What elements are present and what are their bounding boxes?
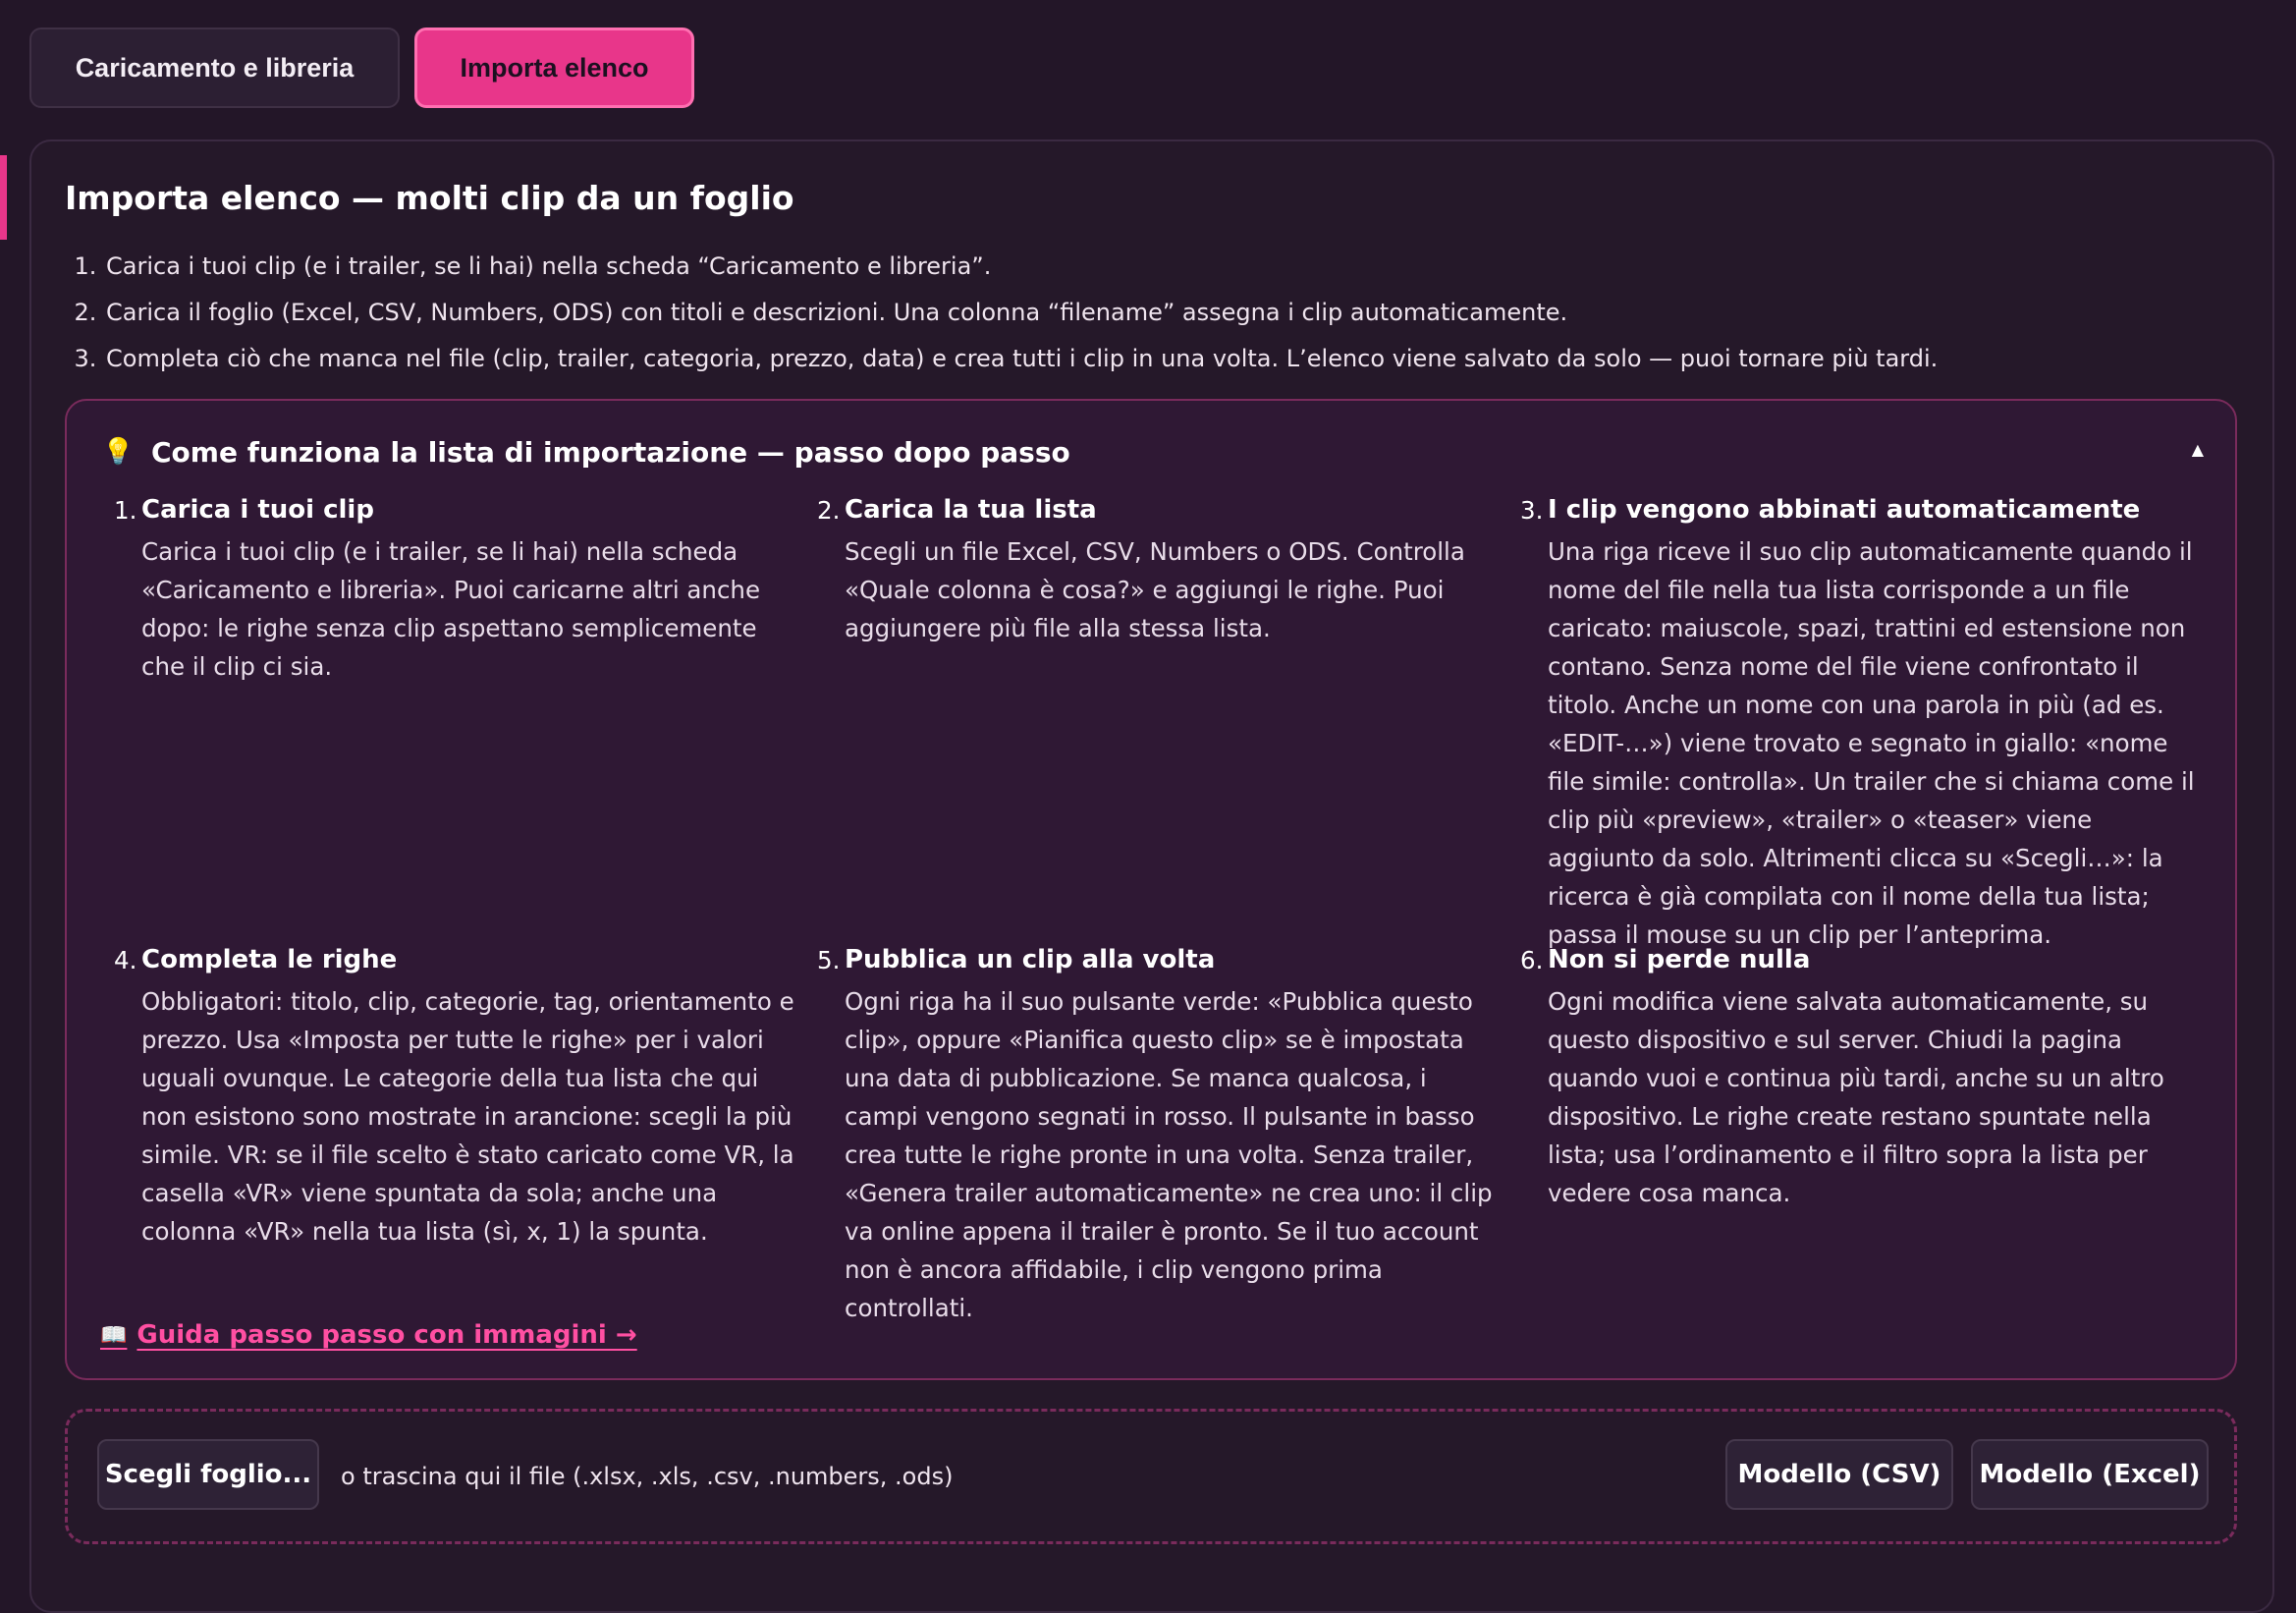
step-text: Carica i tuoi clip (e i trailer, se li hai) nella scheda «Caricamento e libreria». Puoi caricarne altri anche dopo: le righe senza clip aspettano semplicemente che il clip ci sia. (141, 537, 761, 681)
choose-sheet-button[interactable]: Scegli foglio... (97, 1439, 319, 1510)
guide-link-label: Guida passo passo con immagini → (137, 1320, 637, 1350)
step-title: Non si perde nulla (1548, 945, 1811, 974)
step-text: Obbligatori: titolo, clip, categorie, tag, orientamento e prezzo. Usa «Imposta per tutte le righe» per i valori uguali ovunque. Le categorie della tua lista che qui non esistono sono mostrate in arancione: scegli la più simile. VR: se il file scelto è stato caricato come VR, la casella «VR» viene spuntata da sola; anche una colonna «VR» nella tua lista (sì, x, 1) la spunta. (141, 987, 794, 1246)
how-it-works-title: Come funziona la lista di importazione — passo dopo passo (151, 435, 1070, 469)
tab-upload-library[interactable]: Caricamento e libreria (29, 28, 400, 108)
intro-step: 2. Carica il foglio (Excel, CSV, Numbers, ODS) con titoli e descrizioni. Una colonna “filename” assegna i clip automaticamente. (104, 290, 1938, 336)
file-dropzone[interactable] (65, 1409, 2237, 1544)
tab-bar (29, 28, 694, 108)
page-title: Importa elenco — molti clip da un foglio (65, 179, 794, 217)
lightbulb-icon: 💡 (102, 437, 135, 467)
intro-step: 3. Completa ciò che manca nel file (clip, trailer, categoria, prezzo, data) e crea tutti i clip in una volta. L’elenco viene salvato da solo — puoi tornare più tardi. (104, 336, 1938, 382)
intro-step: 1. Carica i tuoi clip (e i trailer, se li hai) nella scheda “Caricamento e libreria”. (104, 244, 1938, 290)
how-it-works-header[interactable] (102, 430, 2204, 473)
active-indicator (0, 155, 7, 240)
template-excel-button[interactable]: Modello (Excel) (1971, 1439, 2209, 1510)
step-title: Carica la tua lista (845, 495, 1097, 525)
step-title: Completa le righe (141, 945, 398, 974)
step-text: Una riga riceve il suo clip automaticamente quando il nome del file nella tua lista corrisponde a un file caricato: maiuscole, spazi, trattini ed estensione non contano. Senza nome del file viene confrontato il titolo. Anche un nome con una parola in più (ad es. «EDIT-…») viene trovato e segnato in giallo: «nome file simile: controlla». Un trailer che si chiama come il clip più «preview», «trailer» o «teaser» viene aggiunto da solo. Altrimenti clicca su «Scegli…»: la ricerca è già compilata con il nome della tua lista; passa il mouse su un clip per l’anteprima. (1548, 537, 2195, 949)
step-card-3 (1520, 491, 2206, 954)
template-csv-button[interactable]: Modello (CSV) (1725, 1439, 1953, 1510)
collapse-caret-icon[interactable]: ▲ (2191, 440, 2204, 459)
step-card-6 (1520, 941, 2206, 1212)
step-card-5 (817, 941, 1503, 1327)
intro-steps (77, 244, 1938, 382)
tab-import-list[interactable]: Importa elenco (414, 28, 694, 108)
step-card-1 (114, 491, 799, 686)
book-icon: 📖 (100, 1322, 128, 1348)
drop-hint: o trascina qui il file (.xlsx, .xls, .csv, .numbers, .ods) (341, 1463, 954, 1490)
step-number: 1. (114, 496, 137, 525)
how-it-works-panel (65, 399, 2237, 1380)
step-card-4 (114, 941, 799, 1251)
step-card-2 (817, 491, 1503, 647)
step-number: 2. (817, 496, 841, 525)
step-number: 4. (114, 946, 137, 974)
guide-link[interactable] (100, 1320, 637, 1350)
step-title: Pubblica un clip alla volta (845, 945, 1216, 974)
step-number: 3. (1520, 496, 1544, 525)
step-text: Ogni modifica viene salvata automaticamente, su questo dispositivo e sul server. Chiudi la pagina quando vuoi e continua più tardi, anche su un altro dispositivo. Le righe create restano spuntate nella lista; usa l’ordinamento e il filtro sopra la lista per vedere cosa manca. (1548, 987, 2164, 1207)
step-title: Carica i tuoi clip (141, 495, 374, 525)
step-text: Ogni riga ha il suo pulsante verde: «Pubblica questo clip», oppure «Pianifica questo clip» se è impostata una data di pubblicazione. Se manca qualcosa, i campi vengono segnati in rosso. Il pulsante in basso crea tutte le righe pronte in una volta. Senza trailer, «Genera trailer automaticamente» ne crea uno: il clip va online appena il trailer è pronto. Se il tuo account non è ancora affidabile, i clip vengono prima controllati. (845, 987, 1493, 1322)
step-number: 6. (1520, 946, 1544, 974)
step-text: Scegli un file Excel, CSV, Numbers o ODS. Controlla «Quale colonna è cosa?» e aggiungi le righe. Puoi aggiungere più file alla stessa lista. (845, 537, 1465, 642)
step-title: I clip vengono abbinati automaticamente (1548, 495, 2141, 525)
step-number: 5. (817, 946, 841, 974)
